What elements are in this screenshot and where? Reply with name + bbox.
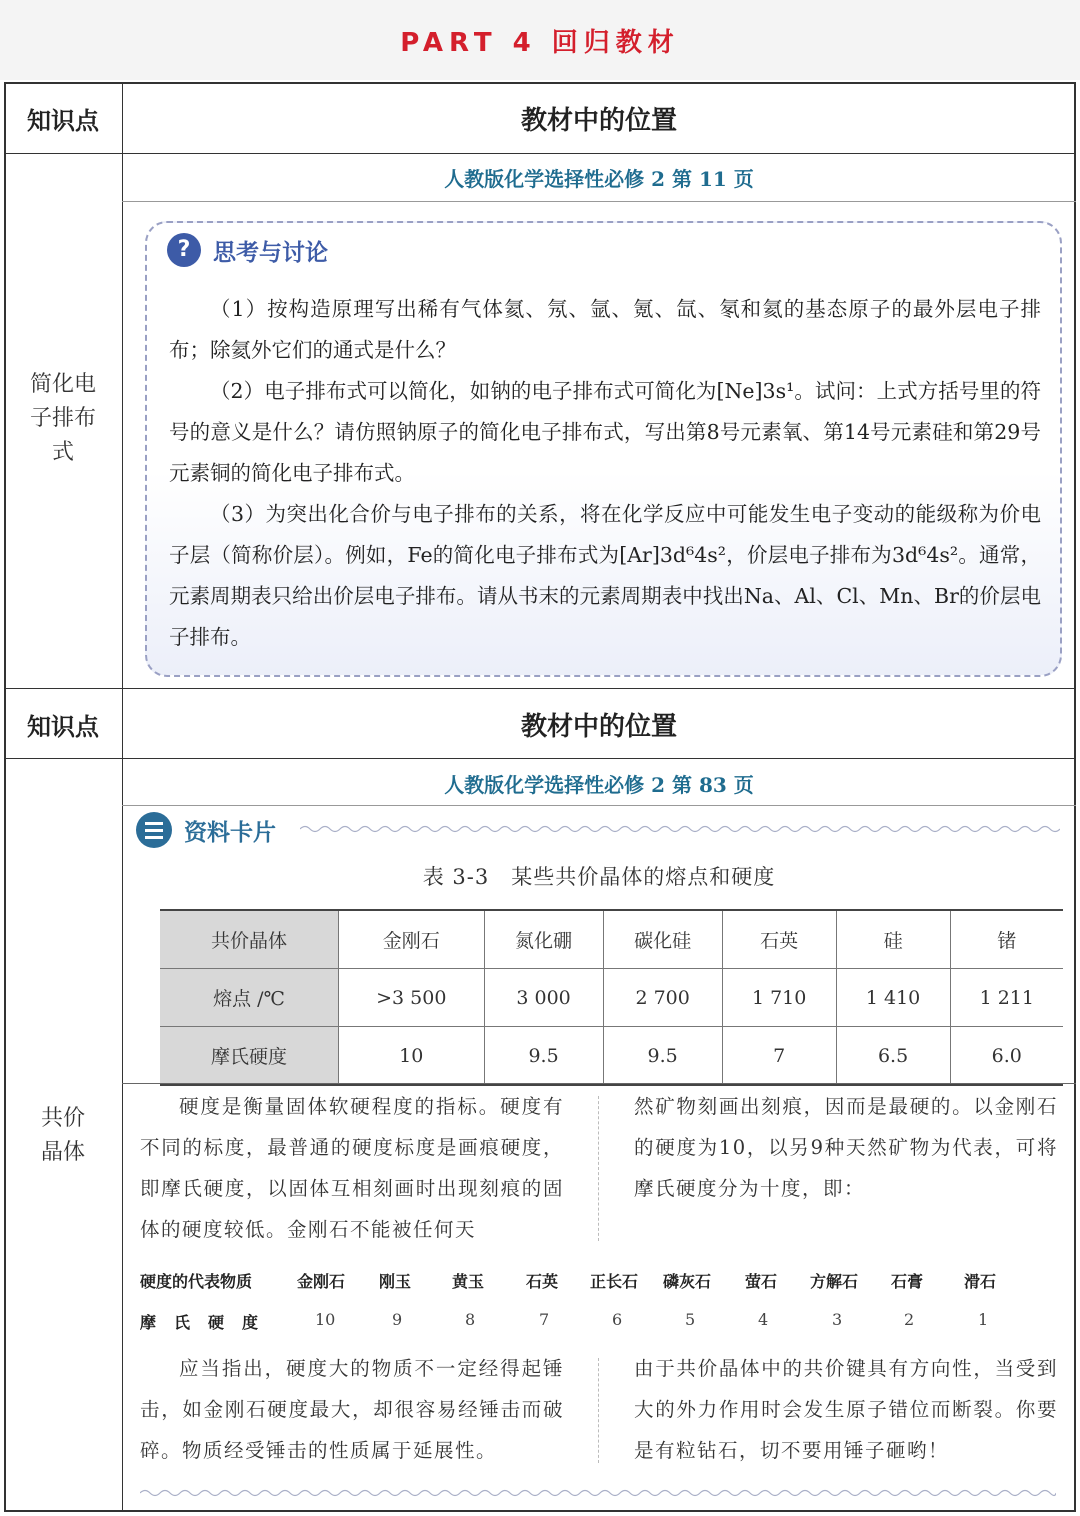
table-cell: 1 211	[950, 969, 1063, 1027]
topic-line: 晶体	[40, 1140, 85, 1165]
column-separator	[598, 1096, 599, 1241]
column-separator	[598, 1358, 599, 1463]
table-bottom-rule	[122, 1083, 1076, 1084]
row-divider	[4, 153, 1076, 154]
scale-value: 10	[315, 1310, 336, 1329]
table-cell: 9.5	[484, 1027, 603, 1086]
header-textbook-location: 教材中的位置	[520, 712, 677, 742]
scale-mineral: 石英	[526, 1272, 559, 1291]
discussion-box	[145, 221, 1062, 677]
info-card-header	[136, 812, 276, 848]
topic-line: 子排布	[29, 406, 96, 431]
table-cell: 6.5	[836, 1027, 950, 1086]
scale-value: 7	[539, 1310, 550, 1329]
scale-row-label: 硬度的代表物质	[140, 1272, 253, 1291]
table-row	[160, 969, 1063, 1027]
topic-line: 式	[51, 440, 74, 465]
source-reference: 人教版化学选择性必修 2 第 83 页	[444, 773, 754, 797]
table-cell: 1 710	[722, 969, 836, 1027]
text-hardness-intro: 硬度是衡量固体软硬程度的指标。硬度有不同的标度，最普通的硬度标度是画痕硬度，即摩氏硬度，以固体互相刻画时出现刻痕的固体的硬度较低。金刚石不能被任何天	[140, 1095, 564, 1241]
wavy-divider	[300, 824, 1060, 834]
table-cell: 6.0	[950, 1027, 1063, 1086]
discussion-paragraph: （1）按构造原理写出稀有气体氦、氖、氩、氪、氙、氡和氦的基态原子的最外层电子排布；除氦外它们的通式是什么？	[169, 297, 1041, 362]
table-cell: 7	[722, 1027, 836, 1086]
text-covalent-bond-direction: 由于共价晶体中的共价键具有方向性，当受到大的外力作用时会发生原子错位而断裂。你要是有粒钻石，切不要用锤子砸哟！	[634, 1357, 1058, 1462]
scale-mineral: 刚玉	[379, 1272, 412, 1291]
topic-line: 简化电	[29, 372, 96, 397]
wavy-divider	[140, 1488, 1056, 1498]
table-cell: 2 700	[603, 969, 722, 1027]
header-textbook-location: 教材中的位置	[520, 106, 677, 136]
banner-title: PART 4 回归教材	[400, 28, 680, 58]
scale-mineral: 黄玉	[452, 1272, 485, 1291]
source-reference: 人教版化学选择性必修 2 第 11 页	[444, 167, 754, 191]
discussion-header	[167, 233, 328, 267]
table-cell: 石英	[722, 910, 836, 969]
table-cell: 1 410	[836, 969, 950, 1027]
text-hardness-vs-ductility: 应当指出，硬度大的物质不一定经得起锤击，如金刚石硬度最大，却很容易经锤击而破碎。物质经受锤击的性质属于延展性。	[140, 1357, 564, 1462]
header-knowledge-point: 知识点	[27, 713, 99, 741]
row-header: 熔点 /℃	[160, 969, 339, 1027]
discussion-title: 思考与讨论	[213, 239, 328, 266]
table-row	[160, 910, 1063, 969]
scale-value: 1	[978, 1310, 989, 1329]
topic-covalent-crystal	[4, 1102, 122, 1170]
discussion-paragraph: （2）电子排布式可以简化，如钠的电子排布式可简化为[Ne]3s¹。试问：上式方括号里的符号的意义是什么？请仿照钠原子的简化电子排布式，写出第8号元素氧、第14号元素硅和第29号元素铜的简化电子排布式。	[169, 379, 1041, 485]
scale-mineral: 石膏	[891, 1272, 924, 1291]
document-icon	[136, 812, 172, 848]
source-divider	[122, 805, 1076, 806]
table-cell: 锗	[950, 910, 1063, 969]
scale-mineral: 磷灰石	[663, 1272, 712, 1291]
row-divider	[4, 758, 1076, 759]
scale-mineral: 萤石	[745, 1272, 778, 1291]
header-knowledge-point: 知识点	[27, 107, 99, 135]
scale-value: 4	[758, 1310, 769, 1329]
topic-simplified-electron-config	[4, 368, 122, 470]
scale-row-label: 摩 氏 硬 度	[140, 1313, 260, 1332]
table-cell: 金刚石	[339, 910, 485, 969]
scale-value: 2	[904, 1310, 915, 1329]
row-divider	[4, 688, 1076, 689]
scale-mineral: 方解石	[810, 1272, 859, 1291]
table-cell: 氮化硼	[484, 910, 603, 969]
melting-hardness-table	[160, 909, 1063, 1086]
topic-line: 共价	[40, 1106, 85, 1131]
table-cell: 9.5	[603, 1027, 722, 1086]
table-cell: >3 500	[339, 969, 485, 1027]
table-cell: 3 000	[484, 969, 603, 1027]
table-caption: 表 3-3 某些共价晶体的熔点和硬度	[422, 865, 776, 889]
table-cell: 碳化硅	[603, 910, 722, 969]
table-cell: 10	[339, 1027, 485, 1086]
discussion-body	[169, 289, 1041, 658]
table-row	[160, 1027, 1063, 1086]
text-hardness-scale-intro: 然矿物刻画出刻痕，因而是最硬的。以金刚石的硬度为10，以另9种天然矿物为代表，可将摩氏硬度分为十度，即：	[634, 1095, 1058, 1200]
source-divider	[122, 201, 1076, 202]
page-banner	[0, 0, 1080, 80]
row-header: 共价晶体	[160, 910, 339, 969]
scale-value: 5	[685, 1310, 696, 1329]
scale-mineral: 金刚石	[297, 1272, 346, 1291]
info-card-title: 资料卡片	[184, 819, 276, 846]
scale-value: 3	[832, 1310, 843, 1329]
row-header: 摩氏硬度	[160, 1027, 339, 1086]
scale-value: 6	[612, 1310, 623, 1329]
scale-mineral: 滑石	[964, 1272, 997, 1291]
scale-value: 8	[465, 1310, 476, 1329]
question-icon: ?	[167, 233, 201, 267]
scale-mineral: 正长石	[590, 1272, 639, 1291]
discussion-paragraph: （3）为突出化合价与电子排布的关系，将在化学反应中可能发生电子变动的能级称为价电子层（简称价层）。例如，Fe的简化电子排布式为[Ar]3d⁶4s²，价层电子排布为3d⁶4s²。通常，元素周期表只给出价层电子排布。请从书末的元素周期表中找出Na、Al、Cl、Mn、Br的价层电子排布。	[169, 502, 1041, 649]
table-cell: 硅	[836, 910, 950, 969]
scale-value: 9	[392, 1310, 403, 1329]
